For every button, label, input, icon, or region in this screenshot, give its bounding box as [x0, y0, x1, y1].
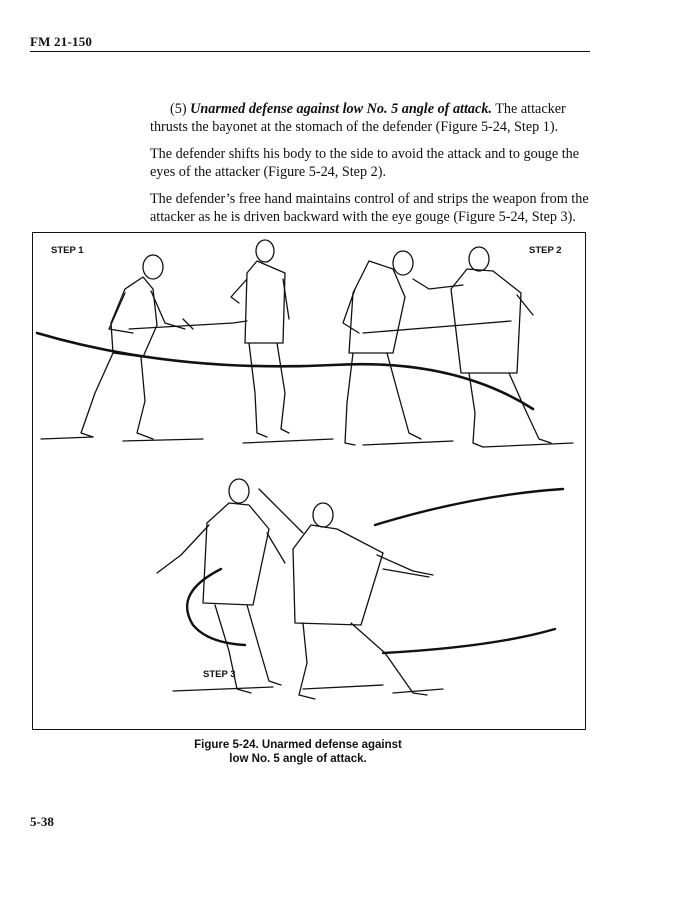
step3-defender [259, 489, 433, 699]
ground-top [41, 437, 573, 447]
manual-id: FM 21-150 [30, 34, 93, 49]
paragraph-step1-text: The attacker thrusts the bayonet at the stomach of the defender (Figure 5-24, Step 1). [150, 101, 566, 135]
page-header [30, 34, 590, 50]
step2-label: STEP 2 [529, 245, 562, 256]
figure-caption [150, 738, 446, 766]
paragraph-number: (5) [170, 101, 191, 117]
figure-illustration [33, 233, 587, 731]
step2-defender [413, 247, 551, 447]
ground-bottom [173, 685, 443, 693]
step1-defender [231, 240, 289, 437]
body-text [150, 100, 590, 235]
paragraph-step2: The defender shifts his body to the side to avoid the attack and to gouge the eyes of the attacker (Figure 5-24, Step 2). [150, 146, 580, 180]
step3-label: STEP 3 [203, 669, 236, 680]
step2-attacker [343, 251, 511, 445]
page-number: 5-38 [30, 814, 54, 829]
step3-attacker [157, 479, 285, 693]
caption-line2: low No. 5 angle of attack. [229, 753, 367, 765]
figure-5-24 [32, 232, 586, 730]
header-rule [30, 51, 590, 52]
paragraph-heading: Unarmed defense against low No. 5 angle of attack. [190, 101, 492, 117]
step1-label: STEP 1 [51, 245, 84, 256]
motion-arc-right [375, 489, 563, 525]
step1-attacker [81, 255, 247, 439]
paragraph-step3: The defender’s free hand maintains control of and strips the weapon from the attacker as he is driven backward with the eye gouge (Figure 5-24, Step 3). [150, 191, 589, 225]
caption-line1: Figure 5-24. Unarmed defense against [194, 739, 402, 751]
motion-arc-bottom [383, 629, 555, 653]
paragraph-step1 [150, 100, 590, 136]
